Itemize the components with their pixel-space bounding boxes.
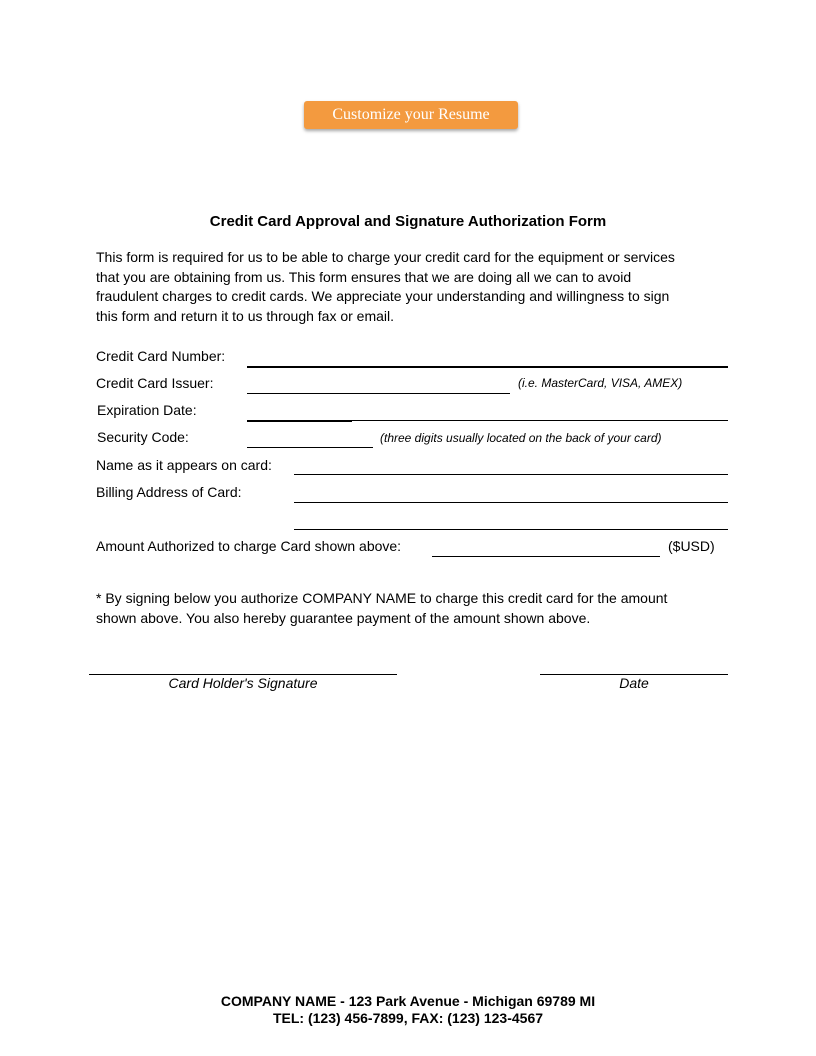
amount-label: Amount Authorized to charge Card shown above: (96, 538, 402, 554)
intro-line: fraudulent charges to credit cards. We appreciate your understanding and willingness to sign (96, 288, 670, 304)
form-title: Credit Card Approval and Signature Authorization Form (209, 213, 607, 230)
card-number-label: Credit Card Number: (96, 348, 226, 364)
card-issuer-label: Credit Card Issuer: (96, 375, 214, 391)
billing-address-label: Billing Address of Card: (96, 484, 242, 500)
expiration-field[interactable] (247, 420, 352, 422)
date-label: Date (619, 675, 649, 691)
footer-contact: TEL: (123) 456-7899, FAX: (123) 123-4567 (272, 1010, 544, 1026)
expiration-field-extension (352, 420, 728, 421)
signature-label: Card Holder's Signature (168, 675, 318, 691)
security-code-label: Security Code: (97, 429, 189, 445)
authorization-note (96, 589, 736, 628)
amount-unit: ($USD) (668, 538, 715, 554)
name-on-card-field[interactable] (294, 474, 728, 475)
expiration-label: Expiration Date: (97, 402, 197, 418)
intro-paragraph (96, 248, 736, 326)
card-number-field[interactable] (247, 366, 728, 368)
customize-resume-button[interactable]: Customize your Resume (304, 101, 518, 129)
note-line: shown above. You also hereby guarantee payment of the amount shown above. (96, 609, 591, 626)
intro-line: that you are obtaining from us. This form ensures that we are doing all we can to avoid (96, 268, 632, 285)
name-on-card-label: Name as it appears on card: (96, 457, 272, 473)
security-code-hint: (three digits usually located on the back of your card) (380, 431, 662, 445)
card-issuer-hint: (i.e. MasterCard, VISA, AMEX) (518, 376, 683, 390)
note-line: * By signing below you authorize COMPANY NAME to charge this credit card for the amount (96, 590, 668, 606)
footer-address: COMPANY NAME - 123 Park Avenue - Michigan 69789 MI (220, 993, 596, 1009)
card-issuer-field[interactable] (247, 393, 510, 394)
billing-address-field-line1[interactable] (294, 502, 728, 503)
security-code-field[interactable] (247, 447, 373, 448)
billing-address-field-line2[interactable] (294, 529, 728, 530)
intro-line: This form is required for us to be able to charge your credit card for the equipment or services (96, 249, 675, 265)
company-footer (0, 993, 816, 1027)
intro-line: this form and return it to us through fax or email. (96, 307, 395, 324)
amount-field[interactable] (432, 556, 660, 557)
